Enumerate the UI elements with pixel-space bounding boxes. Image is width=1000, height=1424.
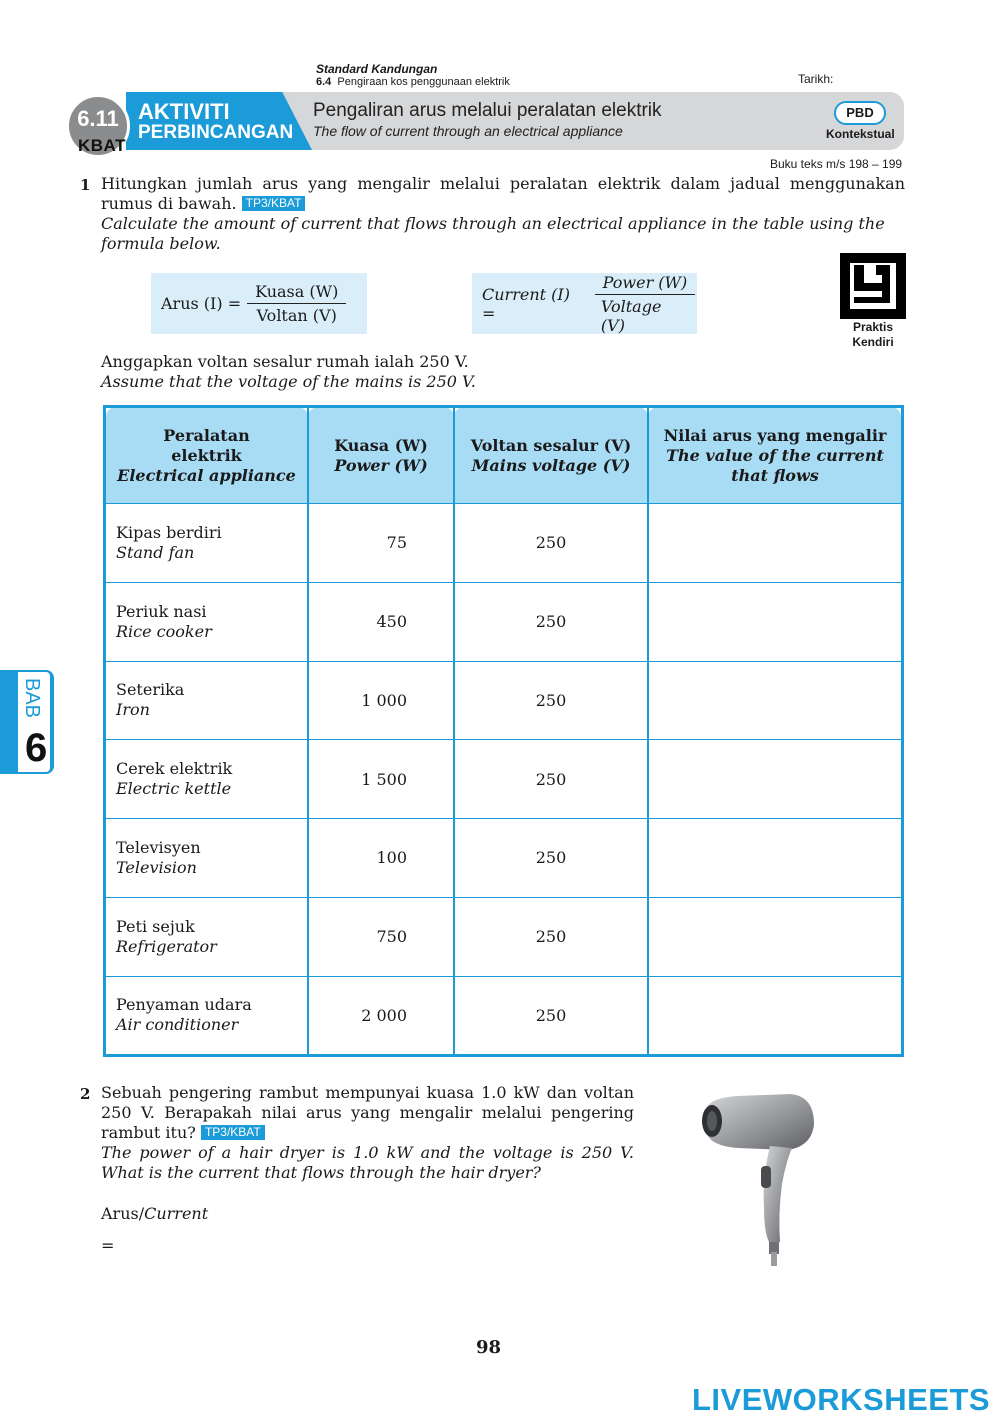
answer-label: Arus/Current (101, 1204, 209, 1223)
liveworksheets-logo[interactable]: LIVEWORKSHEETS (692, 1382, 991, 1417)
page-number: 98 (476, 1337, 502, 1358)
power-cell: 750 (308, 897, 454, 976)
voltage-cell: 250 (454, 897, 648, 976)
activity-type-line2: PERBINCANGAN (138, 122, 294, 143)
page-subtitle: The flow of current through an electrical appliance (313, 123, 623, 139)
pbd-badge: PBD (834, 101, 886, 125)
table-row (106, 976, 901, 1054)
standard-title: Standard Kandungan (316, 62, 438, 76)
activity-number: 6.11 (77, 106, 119, 131)
question-1-number: 1 (80, 176, 91, 194)
header-power: Kuasa (W) Power (W) (308, 407, 454, 504)
power-cell: 75 (308, 504, 454, 583)
question-2-number: 2 (80, 1085, 91, 1103)
appliance-cell: Cerek elektrik Electric kettle (106, 740, 308, 819)
table-row (106, 740, 901, 819)
power-cell: 1 500 (308, 740, 454, 819)
standard-subtitle: 6.4 Pengiraan kos penggunaan elektrik (316, 76, 510, 88)
formula-en: Current (I) = $\frac{\text{Power (W)}}{\text{Voltage (V)}}$ (472, 273, 697, 334)
page-title: Pengaliran arus melalui peralatan elektrik (313, 100, 662, 121)
answer-cell[interactable] (648, 504, 901, 583)
voltage-cell: 250 (454, 661, 648, 740)
chapter-number: 6 (25, 726, 48, 770)
assumption-text: Anggapkan voltan sesalur rumah ialah 250 V. (101, 352, 469, 371)
chapter-label: BAB (21, 678, 43, 719)
activity-type-line1: AKTIVITI (138, 99, 230, 124)
appliance-cell: Kipas berdiri Stand fan (106, 504, 308, 583)
voltage-cell: 250 (454, 819, 648, 898)
appliance-cell: Periuk nasi Rice cooker (106, 582, 308, 661)
date-label: Tarikh: (798, 72, 834, 86)
question-2-text-en: The power of a hair dryer is 1.0 kW and the voltage is 250 V. What is the current that flows through the hair dryer? (101, 1143, 634, 1182)
appliance-cell: Penyaman udara Air conditioner (106, 976, 308, 1054)
practice-label: Praktis Kendiri (852, 320, 894, 349)
kbat-label: KBAT (78, 136, 126, 155)
table-row (106, 897, 901, 976)
header-appliance: Peralatan elektrik Electrical appliance (106, 407, 308, 504)
answer-equals: = (101, 1236, 115, 1255)
power-cell: 1 000 (308, 661, 454, 740)
voltage-cell: 250 (454, 976, 648, 1054)
answer-cell[interactable] (648, 740, 901, 819)
power-cell: 2 000 (308, 976, 454, 1054)
answer-input[interactable] (118, 1236, 618, 1258)
answer-cell[interactable] (648, 582, 901, 661)
question-2-text: Sebuah pengering rambut mempunyai kuasa 1.0 kW dan voltan 250 V. Berapakah nilai arus yang mengalir melalui pengering rambut itu? TP3/KBAT (101, 1083, 634, 1142)
current-table (103, 405, 904, 1057)
table-header-row (106, 407, 901, 504)
power-cell: 100 (308, 819, 454, 898)
appliance-cell: Peti sejuk Refrigerator (106, 897, 308, 976)
header-current: Nilai arus yang mengalir The value of the current that flows (648, 407, 901, 504)
tp-tag: TP3/KBAT (201, 1125, 265, 1140)
appliance-cell: Seterika Iron (106, 661, 308, 740)
voltage-cell: 250 (454, 504, 648, 583)
voltage-cell: 250 (454, 582, 648, 661)
assumption-text-en: Assume that the voltage of the mains is 250 V. (101, 372, 476, 391)
header-voltage: Voltan sesalur (V) Mains voltage (V) (454, 407, 648, 504)
answer-cell[interactable] (648, 976, 901, 1054)
context-label: Kontekstual (826, 127, 895, 141)
formula-ms: Arus (I) = $\frac{\text{Kuasa (W)}}{\text{Voltan (V)}}$ (151, 273, 367, 334)
table-row (106, 504, 901, 583)
power-cell: 450 (308, 582, 454, 661)
appliance-cell: Televisyen Television (106, 819, 308, 898)
table-row (106, 661, 901, 740)
answer-cell[interactable] (648, 661, 901, 740)
hair-dryer-image (698, 1088, 818, 1266)
textbook-reference: Buku teks m/s 198 – 199 (770, 157, 903, 171)
table-row (106, 819, 901, 898)
answer-cell[interactable] (648, 897, 901, 976)
table-row (106, 582, 901, 661)
qr-code-icon[interactable] (840, 253, 906, 319)
question-1-text-en: Calculate the amount of current that flows through an electrical appliance in the table using the formula below. (101, 214, 885, 253)
question-1-text: Hitungkan jumlah arus yang mengalir melalui peralatan elektrik dalam jadual menggunakan rumus di bawah. TP3/KBAT (101, 174, 905, 213)
voltage-cell: 250 (454, 740, 648, 819)
tp-tag: TP3/KBAT (242, 196, 306, 211)
answer-cell[interactable] (648, 819, 901, 898)
